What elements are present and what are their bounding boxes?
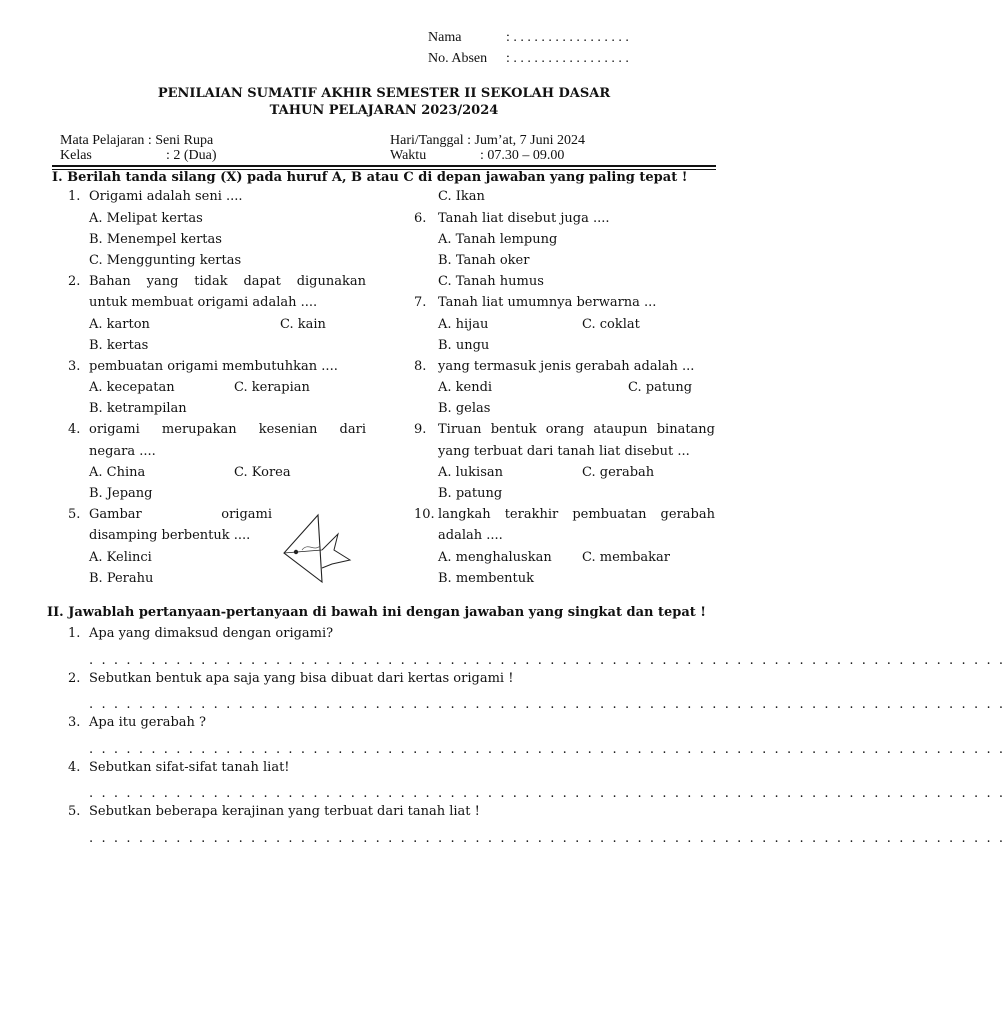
q6-option-c[interactable]: C. Tanah humus	[438, 274, 544, 289]
q10-option-a[interactable]: A. menghaluskan	[438, 550, 552, 565]
q2-number: 2.	[68, 274, 81, 289]
essay-q1-text: Apa yang dimaksud dengan origami?	[89, 626, 334, 641]
q4-text-line2: negara ....	[89, 444, 156, 459]
essay-q4-number: 4.	[68, 760, 81, 775]
q10-text-line1: langkah terakhir pembuatan gerabah	[438, 507, 715, 522]
time-label: Waktu	[390, 148, 427, 163]
q3-option-c[interactable]: C. kerapian	[234, 380, 310, 395]
class-value: : 2 (Dua)	[166, 148, 217, 163]
origami-fish-icon	[280, 512, 352, 588]
q9-number: 9.	[414, 422, 427, 437]
q7-option-b[interactable]: B. ungu	[438, 338, 490, 353]
q3-text: pembuatan origami membutuhkan ....	[89, 359, 338, 374]
q6-option-a[interactable]: A. Tanah lempung	[438, 232, 558, 247]
q1-option-c-continued[interactable]: C. Ikan	[438, 189, 485, 204]
q1-option-a[interactable]: A. Melipat kertas	[89, 211, 203, 226]
essay-q2-number: 2.	[68, 671, 81, 686]
time-value: : 07.30 – 09.00	[480, 148, 565, 163]
q2-option-c[interactable]: C. kain	[280, 317, 326, 332]
q3-number: 3.	[68, 359, 81, 374]
q8-number: 8.	[414, 359, 427, 374]
q5-text-line1: Gambar origami	[89, 507, 272, 522]
essay-q1-answer-line[interactable]: . . . . . . . . . . . . . . . . . . . . . . . . . . . . . . . . . . . . . . . . . . . . . . . . . . . . . . . . . . . . . . . . . . . . . . . . . .	[89, 653, 1005, 668]
q4-text-line1: origami merupakan kesenian dari	[89, 422, 366, 437]
essay-q4-answer-line[interactable]: . . . . . . . . . . . . . . . . . . . . . . . . . . . . . . . . . . . . . . . . . . . . . . . . . . . . . . . . . . . . . . . . . . . . . . . . . .	[89, 786, 1005, 801]
q2-option-a[interactable]: A. karton	[89, 317, 150, 332]
q10-option-c[interactable]: C. membakar	[582, 550, 671, 565]
q9-option-a[interactable]: A. lukisan	[438, 465, 504, 480]
section2-instruction: II. Jawablah pertanyaan-pertanyaan di bawah ini dengan jawaban yang singkat dan tepat !	[47, 605, 707, 620]
q9-option-c[interactable]: C. gerabah	[582, 465, 655, 480]
q10-number: 10.	[414, 507, 435, 522]
q5-option-b[interactable]: B. Perahu	[89, 571, 154, 586]
q1-text: Origami adalah seni ....	[89, 189, 243, 204]
q4-option-b[interactable]: B. Jepang	[89, 486, 153, 501]
page-subtitle: TAHUN PELAJARAN 2023/2024	[269, 103, 499, 118]
essay-q3-text: Apa itu gerabah ?	[89, 715, 207, 730]
q8-option-b[interactable]: B. gelas	[438, 401, 491, 416]
q1-number: 1.	[68, 189, 81, 204]
essay-q2-answer-line[interactable]: . . . . . . . . . . . . . . . . . . . . . . . . . . . . . . . . . . . . . . . . . . . . . . . . . . . . . . . . . . . . . . . . . . . . . . . . . .	[89, 697, 1005, 712]
q10-option-b[interactable]: B. membentuk	[438, 571, 535, 586]
essay-q3-answer-line[interactable]: . . . . . . . . . . . . . . . . . . . . . . . . . . . . . . . . . . . . . . . . . . . . . . . . . . . . . . . . . . . . . . . . . . . . . . . . . .	[89, 742, 1005, 757]
q4-option-a[interactable]: A. China	[89, 465, 146, 480]
q2-option-b[interactable]: B. kertas	[89, 338, 149, 353]
q5-text-line2: disamping berbentuk ....	[89, 528, 251, 543]
q8-text: yang termasuk jenis gerabah adalah ...	[438, 359, 695, 374]
q1-option-c[interactable]: C. Menggunting kertas	[89, 253, 242, 268]
q7-option-a[interactable]: A. hijau	[438, 317, 489, 332]
essay-q4-text: Sebutkan sifat-sifat tanah liat!	[89, 760, 290, 775]
q4-option-c[interactable]: C. Korea	[234, 465, 291, 480]
q10-text-line2: adalah ....	[438, 528, 503, 543]
q6-option-b[interactable]: B. Tanah oker	[438, 253, 530, 268]
q7-option-c[interactable]: C. coklat	[582, 317, 640, 332]
q4-number: 4.	[68, 422, 81, 437]
q5-number: 5.	[68, 507, 81, 522]
essay-q5-text: Sebutkan beberapa kerajinan yang terbuat dari tanah liat !	[89, 804, 480, 819]
header-divider	[52, 165, 716, 167]
name-label: Nama	[428, 30, 462, 45]
q6-text: Tanah liat disebut juga ....	[438, 211, 610, 226]
essay-q5-answer-line[interactable]: . . . . . . . . . . . . . . . . . . . . . . . . . . . . . . . . . . . . . . . . . . . . . . . . . . . . . . . . . . . . . . . . . . . . . . . . . .	[89, 831, 1005, 846]
q9-text-line2: yang terbuat dari tanah liat disebut ...	[438, 444, 690, 459]
q1-option-b[interactable]: B. Menempel kertas	[89, 232, 222, 247]
q3-option-b[interactable]: B. ketrampilan	[89, 401, 187, 416]
q7-text: Tanah liat umumnya berwarna ...	[438, 295, 657, 310]
q2-text-line1: Bahan yang tidak dapat digunakan	[89, 274, 366, 289]
essay-q5-number: 5.	[68, 804, 81, 819]
q9-option-b[interactable]: B. patung	[438, 486, 503, 501]
q2-text-line2: untuk membuat origami adalah ....	[89, 295, 318, 310]
q8-option-c[interactable]: C. patung	[628, 380, 693, 395]
absen-field[interactable]: : . . . . . . . . . . . . . . . . .	[506, 51, 629, 66]
page-title: PENILAIAN SUMATIF AKHIR SEMESTER II SEKOLAH DASAR	[157, 86, 611, 101]
q3-option-a[interactable]: A. kecepatan	[89, 380, 175, 395]
q5-option-a[interactable]: A. Kelinci	[89, 550, 152, 565]
section1-instruction: I. Berilah tanda silang (X) pada huruf A, B atau C di depan jawaban yang paling tepat !	[52, 170, 688, 185]
q9-text-line1: Tiruan bentuk orang ataupun binatang	[438, 422, 715, 437]
q7-number: 7.	[414, 295, 427, 310]
q8-option-a[interactable]: A. kendi	[438, 380, 493, 395]
class-label: Kelas	[60, 148, 92, 163]
essay-q2-text: Sebutkan bentuk apa saja yang bisa dibuat dari kertas origami !	[89, 671, 514, 686]
q6-number: 6.	[414, 211, 427, 226]
essay-q3-number: 3.	[68, 715, 81, 730]
day-date-info: Hari/Tanggal : Jum’at, 7 Juni 2024	[390, 133, 585, 148]
name-field[interactable]: : . . . . . . . . . . . . . . . . .	[506, 30, 629, 45]
essay-q1-number: 1.	[68, 626, 81, 641]
absen-label: No. Absen	[428, 51, 488, 66]
subject-info: Mata Pelajaran : Seni Rupa	[60, 133, 214, 148]
